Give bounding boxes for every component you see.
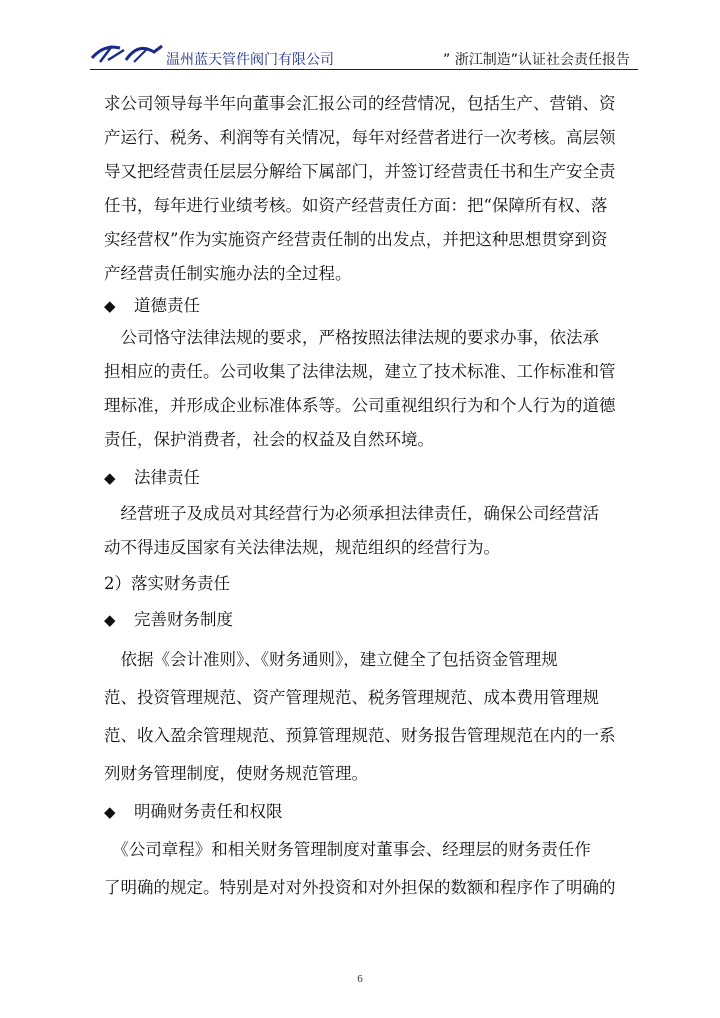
text-line: 求公司领导每半年向董事会汇报公司的经营情况，包括生产、营销、资 <box>104 94 616 113</box>
page-number: 6 <box>357 973 363 985</box>
text-line: 理标准，并形成企业标准体系等。公司重视组织行为和个人行为的道德 <box>104 396 616 415</box>
section-heading-finance-duty <box>104 800 283 824</box>
diamond-bullet-icon: ◆ <box>104 297 116 315</box>
diamond-bullet-icon: ◆ <box>104 611 116 629</box>
text-line: 了明确的规定。特别是对对外投资和对外担保的数额和程序作了明确的 <box>104 878 616 897</box>
heading-text: 完善财务制度 <box>134 610 233 629</box>
text-line: 范、收入盈余管理规范、预算管理规范、财务报告管理规范在内的一系 <box>104 726 616 745</box>
diamond-bullet-icon: ◆ <box>104 803 116 821</box>
text-line: 动不得违反国家有关法律法规，规范组织的经营行为。 <box>104 538 500 557</box>
heading-text: 道德责任 <box>134 296 200 315</box>
text-line: 经营班子及成员对其经营行为必须承担法律责任，确保公司经营活 <box>104 504 599 523</box>
text-line: 依据《会计准则》、《财务通则》，建立健全了包括资金管理规 <box>104 650 558 669</box>
report-title: ” 浙江制造”认证社会责任报告 <box>443 52 630 68</box>
section-heading-finance-system <box>104 608 233 632</box>
text-line: 《公司章程》和相关财务管理制度对董事会、经理层的财务责任作 <box>104 840 591 859</box>
heading-text: 明确财务责任和权限 <box>134 802 283 821</box>
text-line: 导又把经营责任层层分解给下属部门，并签订经营责任书和生产安全责 <box>104 162 616 181</box>
diamond-bullet-icon: ◆ <box>104 469 116 487</box>
company-name: 温州蓝天管件阀门有限公司 <box>166 52 334 68</box>
text-line: 产运行、税务、利润等有关情况，每年对经营者进行一次考核。高层领 <box>104 128 616 147</box>
subsection-heading: 2）落实财务责任 <box>104 574 230 593</box>
header-rule <box>90 69 638 70</box>
text-line: 列财务管理制度，使财务规范管理。 <box>104 764 368 783</box>
page-header <box>90 38 638 72</box>
heading-text: 法律责任 <box>134 468 200 487</box>
text-line: 实经营权”作为实施资产经营责任制的出发点，并把这种思想贯穿到资 <box>104 230 608 249</box>
company-logo <box>90 40 170 66</box>
section-heading-moral <box>104 294 200 318</box>
text-line: 产经营责任制实施办法的全过程。 <box>104 264 352 283</box>
text-line: 公司恪守法律法规的要求，严格按照法律法规的要求办事，依法承 <box>104 328 599 347</box>
text-line: 担相应的责任。公司收集了法律法规，建立了技术标准、工作标准和管 <box>104 362 616 381</box>
text-line: 任书，每年进行业绩考核。如资产经营责任方面：把“保障所有权、落 <box>104 196 608 215</box>
text-line: 责任，保护消费者，社会的权益及自然环境。 <box>104 430 434 449</box>
section-heading-legal <box>104 466 200 490</box>
text-line: 范、投资管理规范、资产管理规范、税务管理规范、成本费用管理规 <box>104 688 599 707</box>
